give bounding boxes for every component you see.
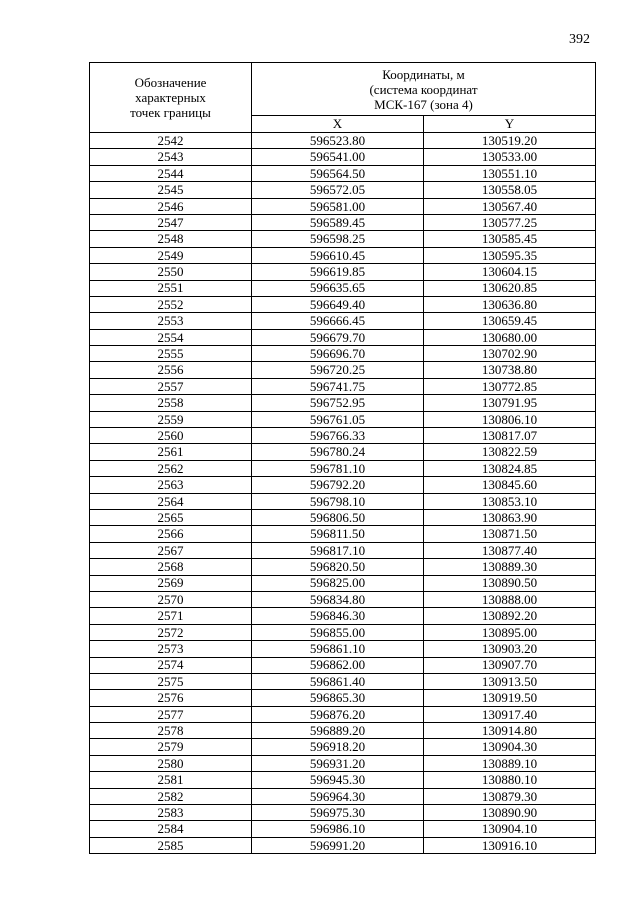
point-id-cell: 2560 xyxy=(90,428,252,444)
point-id-cell: 2582 xyxy=(90,788,252,804)
y-coordinate-cell: 130903.20 xyxy=(424,641,596,657)
table-row xyxy=(90,641,596,657)
table-row xyxy=(90,280,596,296)
x-coordinate-cell: 596862.00 xyxy=(252,657,424,673)
y-coordinate-cell: 130791.95 xyxy=(424,395,596,411)
point-id-cell: 2567 xyxy=(90,542,252,558)
table-row xyxy=(90,755,596,771)
table-row xyxy=(90,559,596,575)
y-coordinate-cell: 130904.30 xyxy=(424,739,596,755)
y-coordinate-cell: 130817.07 xyxy=(424,428,596,444)
y-coordinate-cell: 130551.10 xyxy=(424,165,596,181)
table-row xyxy=(90,739,596,755)
point-id-cell: 2573 xyxy=(90,641,252,657)
table-row xyxy=(90,821,596,837)
table-row xyxy=(90,805,596,821)
y-coordinate-cell: 130824.85 xyxy=(424,460,596,476)
table-row xyxy=(90,788,596,804)
y-coordinate-cell: 130890.50 xyxy=(424,575,596,591)
x-coordinate-cell: 596817.10 xyxy=(252,542,424,558)
x-coordinate-cell: 596991.20 xyxy=(252,837,424,853)
y-coordinate-cell: 130880.10 xyxy=(424,772,596,788)
x-coordinate-cell: 596825.00 xyxy=(252,575,424,591)
y-coordinate-cell: 130659.45 xyxy=(424,313,596,329)
table-row xyxy=(90,591,596,607)
x-coordinate-cell: 596766.33 xyxy=(252,428,424,444)
point-id-cell: 2580 xyxy=(90,755,252,771)
x-coordinate-cell: 596598.25 xyxy=(252,231,424,247)
y-coordinate-cell: 130620.85 xyxy=(424,280,596,296)
table-row xyxy=(90,214,596,230)
table-row xyxy=(90,165,596,181)
x-coordinate-cell: 596945.30 xyxy=(252,772,424,788)
x-coordinate-cell: 596780.24 xyxy=(252,444,424,460)
point-id-cell: 2577 xyxy=(90,706,252,722)
x-coordinate-cell: 596752.95 xyxy=(252,395,424,411)
header-coords-line-2: (система координат xyxy=(369,81,478,97)
y-coordinate-cell: 130585.45 xyxy=(424,231,596,247)
x-coordinate-cell: 596876.20 xyxy=(252,706,424,722)
x-coordinate-cell: 596619.85 xyxy=(252,264,424,280)
point-id-cell: 2562 xyxy=(90,460,252,476)
table-row xyxy=(90,493,596,509)
y-coordinate-cell: 130702.90 xyxy=(424,346,596,362)
y-coordinate-cell: 130680.00 xyxy=(424,329,596,345)
x-coordinate-cell: 596761.05 xyxy=(252,411,424,427)
point-id-cell: 2553 xyxy=(90,313,252,329)
header-x: X xyxy=(252,116,424,133)
y-coordinate-cell: 130822.59 xyxy=(424,444,596,460)
table-row xyxy=(90,624,596,640)
table-row xyxy=(90,526,596,542)
x-coordinate-cell: 596834.80 xyxy=(252,591,424,607)
table-body xyxy=(90,133,596,854)
point-id-cell: 2576 xyxy=(90,690,252,706)
coordinates-table xyxy=(89,62,596,854)
y-coordinate-cell: 130879.30 xyxy=(424,788,596,804)
y-coordinate-cell: 130853.10 xyxy=(424,493,596,509)
point-id-cell: 2566 xyxy=(90,526,252,542)
point-id-cell: 2558 xyxy=(90,395,252,411)
x-coordinate-cell: 596741.75 xyxy=(252,378,424,394)
x-coordinate-cell: 596679.70 xyxy=(252,329,424,345)
point-id-cell: 2564 xyxy=(90,493,252,509)
header-coordinates xyxy=(252,63,596,116)
point-id-cell: 2548 xyxy=(90,231,252,247)
point-id-cell: 2549 xyxy=(90,247,252,263)
point-id-cell: 2545 xyxy=(90,182,252,198)
table-row xyxy=(90,231,596,247)
y-coordinate-cell: 130889.10 xyxy=(424,755,596,771)
header-point-designation xyxy=(90,63,252,133)
table-row xyxy=(90,772,596,788)
x-coordinate-cell: 596918.20 xyxy=(252,739,424,755)
y-coordinate-cell: 130895.00 xyxy=(424,624,596,640)
point-id-cell: 2574 xyxy=(90,657,252,673)
table-row xyxy=(90,608,596,624)
x-coordinate-cell: 596865.30 xyxy=(252,690,424,706)
table-row xyxy=(90,509,596,525)
y-coordinate-cell: 130519.20 xyxy=(424,133,596,149)
y-coordinate-cell: 130888.00 xyxy=(424,591,596,607)
x-coordinate-cell: 596975.30 xyxy=(252,805,424,821)
page-number: 392 xyxy=(569,32,590,47)
table-row xyxy=(90,395,596,411)
x-coordinate-cell: 596572.05 xyxy=(252,182,424,198)
point-id-cell: 2575 xyxy=(90,673,252,689)
x-coordinate-cell: 596666.45 xyxy=(252,313,424,329)
point-id-cell: 2563 xyxy=(90,477,252,493)
x-coordinate-cell: 596861.10 xyxy=(252,641,424,657)
table-row xyxy=(90,723,596,739)
point-id-cell: 2542 xyxy=(90,133,252,149)
table-row xyxy=(90,198,596,214)
point-id-cell: 2547 xyxy=(90,214,252,230)
y-coordinate-cell: 130890.90 xyxy=(424,805,596,821)
x-coordinate-cell: 596635.65 xyxy=(252,280,424,296)
point-id-cell: 2555 xyxy=(90,346,252,362)
y-coordinate-cell: 130738.80 xyxy=(424,362,596,378)
table-row xyxy=(90,460,596,476)
table-row xyxy=(90,329,596,345)
x-coordinate-cell: 596964.30 xyxy=(252,788,424,804)
table-row xyxy=(90,477,596,493)
point-id-cell: 2546 xyxy=(90,198,252,214)
point-id-cell: 2559 xyxy=(90,411,252,427)
x-coordinate-cell: 596781.10 xyxy=(252,460,424,476)
point-id-cell: 2554 xyxy=(90,329,252,345)
header-point-line-3: точек границы xyxy=(130,105,211,120)
x-coordinate-cell: 596564.50 xyxy=(252,165,424,181)
point-id-cell: 2584 xyxy=(90,821,252,837)
point-id-cell: 2561 xyxy=(90,444,252,460)
x-coordinate-cell: 596581.00 xyxy=(252,198,424,214)
table-row xyxy=(90,673,596,689)
y-coordinate-cell: 130917.40 xyxy=(424,706,596,722)
point-id-cell: 2565 xyxy=(90,509,252,525)
header-y: Y xyxy=(424,116,596,133)
y-coordinate-cell: 130871.50 xyxy=(424,526,596,542)
y-coordinate-cell: 130914.80 xyxy=(424,723,596,739)
x-coordinate-cell: 596931.20 xyxy=(252,755,424,771)
point-id-cell: 2550 xyxy=(90,264,252,280)
table-row xyxy=(90,690,596,706)
y-coordinate-cell: 130877.40 xyxy=(424,542,596,558)
table-row xyxy=(90,378,596,394)
x-coordinate-cell: 596610.45 xyxy=(252,247,424,263)
x-coordinate-cell: 596806.50 xyxy=(252,509,424,525)
x-coordinate-cell: 596649.40 xyxy=(252,296,424,312)
x-coordinate-cell: 596589.45 xyxy=(252,214,424,230)
point-id-cell: 2551 xyxy=(90,280,252,296)
y-coordinate-cell: 130863.90 xyxy=(424,509,596,525)
table-row xyxy=(90,247,596,263)
x-coordinate-cell: 596820.50 xyxy=(252,559,424,575)
y-coordinate-cell: 130558.05 xyxy=(424,182,596,198)
y-coordinate-cell: 130892.20 xyxy=(424,608,596,624)
point-id-cell: 2557 xyxy=(90,378,252,394)
header-point-line-1: Обозначение xyxy=(134,75,207,90)
table-row xyxy=(90,346,596,362)
y-coordinate-cell: 130577.25 xyxy=(424,214,596,230)
table-row xyxy=(90,313,596,329)
y-coordinate-cell: 130919.50 xyxy=(424,690,596,706)
header-coords-line-1: Координаты, м xyxy=(382,66,465,82)
y-coordinate-cell: 130913.50 xyxy=(424,673,596,689)
x-coordinate-cell: 596523.80 xyxy=(252,133,424,149)
y-coordinate-cell: 130604.15 xyxy=(424,264,596,280)
x-coordinate-cell: 596798.10 xyxy=(252,493,424,509)
point-id-cell: 2544 xyxy=(90,165,252,181)
x-coordinate-cell: 596811.50 xyxy=(252,526,424,542)
y-coordinate-cell: 130595.35 xyxy=(424,247,596,263)
table-row xyxy=(90,296,596,312)
point-id-cell: 2556 xyxy=(90,362,252,378)
y-coordinate-cell: 130845.60 xyxy=(424,477,596,493)
x-coordinate-cell: 596846.30 xyxy=(252,608,424,624)
y-coordinate-cell: 130636.80 xyxy=(424,296,596,312)
x-coordinate-cell: 596861.40 xyxy=(252,673,424,689)
point-id-cell: 2552 xyxy=(90,296,252,312)
y-coordinate-cell: 130916.10 xyxy=(424,837,596,853)
header-coords-line-3: МСК-167 (зона 4) xyxy=(374,96,473,112)
y-coordinate-cell: 130889.30 xyxy=(424,559,596,575)
point-id-cell: 2569 xyxy=(90,575,252,591)
table-row xyxy=(90,182,596,198)
y-coordinate-cell: 130772.85 xyxy=(424,378,596,394)
table-row xyxy=(90,706,596,722)
x-coordinate-cell: 596855.00 xyxy=(252,624,424,640)
table-row xyxy=(90,542,596,558)
table-row xyxy=(90,149,596,165)
point-id-cell: 2543 xyxy=(90,149,252,165)
x-coordinate-cell: 596541.00 xyxy=(252,149,424,165)
y-coordinate-cell: 130907.70 xyxy=(424,657,596,673)
x-coordinate-cell: 596720.25 xyxy=(252,362,424,378)
point-id-cell: 2581 xyxy=(90,772,252,788)
point-id-cell: 2579 xyxy=(90,739,252,755)
point-id-cell: 2572 xyxy=(90,624,252,640)
header-point-line-2: характерных xyxy=(135,90,206,105)
table-row xyxy=(90,444,596,460)
x-coordinate-cell: 596696.70 xyxy=(252,346,424,362)
point-id-cell: 2585 xyxy=(90,837,252,853)
x-coordinate-cell: 596792.20 xyxy=(252,477,424,493)
table-row xyxy=(90,411,596,427)
x-coordinate-cell: 596889.20 xyxy=(252,723,424,739)
point-id-cell: 2570 xyxy=(90,591,252,607)
table-row xyxy=(90,133,596,149)
table-row xyxy=(90,575,596,591)
table-row xyxy=(90,837,596,853)
x-coordinate-cell: 596986.10 xyxy=(252,821,424,837)
point-id-cell: 2583 xyxy=(90,805,252,821)
table-row xyxy=(90,362,596,378)
point-id-cell: 2578 xyxy=(90,723,252,739)
y-coordinate-cell: 130904.10 xyxy=(424,821,596,837)
table-row xyxy=(90,264,596,280)
y-coordinate-cell: 130806.10 xyxy=(424,411,596,427)
point-id-cell: 2571 xyxy=(90,608,252,624)
y-coordinate-cell: 130567.40 xyxy=(424,198,596,214)
y-coordinate-cell: 130533.00 xyxy=(424,149,596,165)
table-row xyxy=(90,428,596,444)
table-row xyxy=(90,657,596,673)
point-id-cell: 2568 xyxy=(90,559,252,575)
